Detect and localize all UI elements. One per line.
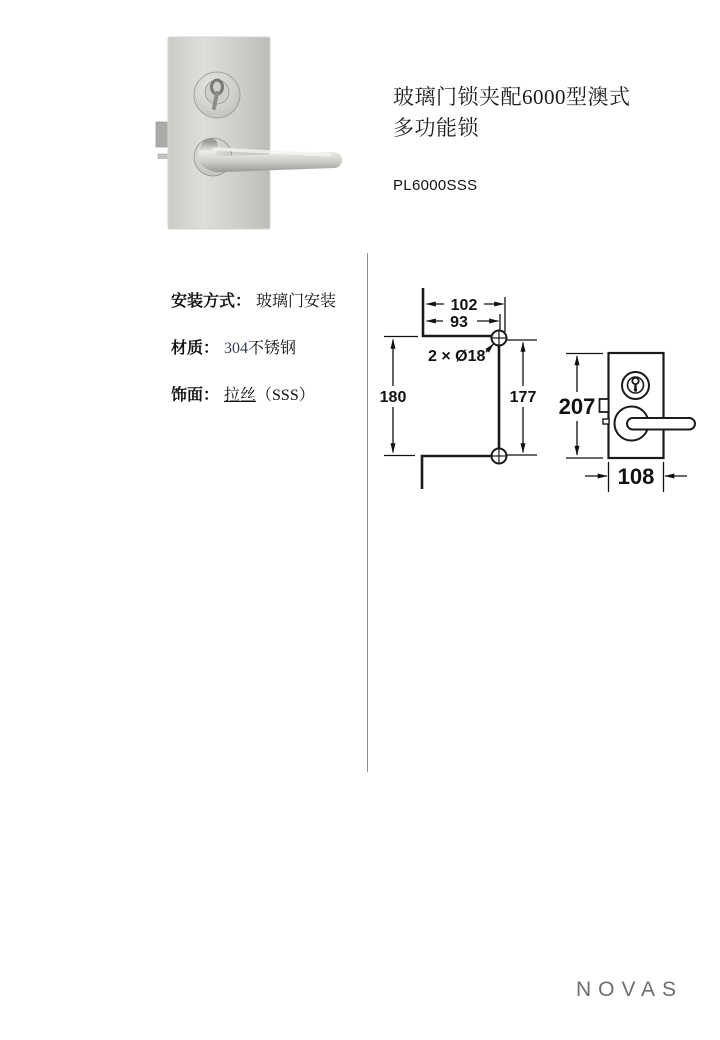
dim-width-outer: 102 — [450, 297, 478, 314]
key-cylinder — [194, 72, 240, 118]
front-view-figure — [600, 353, 696, 458]
spec-material-value: 不锈钢 — [248, 340, 297, 357]
spec-installation-label: 安装方式： — [171, 293, 252, 310]
spec-finish-suffix: （SSS） — [256, 387, 315, 404]
vertical-divider — [367, 253, 368, 772]
hole-callout-leader — [486, 344, 494, 352]
product-model: PL6000SSS — [393, 177, 478, 194]
hole-top — [492, 331, 507, 346]
dim-plate-height: 207 — [558, 394, 596, 419]
dim-holes: 2 × Ø18 — [428, 348, 486, 365]
technical-drawing — [375, 275, 710, 500]
hole-bottom — [492, 449, 507, 464]
front-latch — [600, 399, 609, 412]
spec-finish-value: 拉丝 — [224, 387, 257, 404]
spec-installation-value: 玻璃门安装 — [256, 293, 337, 310]
spec-material — [171, 335, 366, 358]
spec-finish — [171, 382, 366, 405]
spec-list — [171, 288, 366, 429]
spec-material-label: 材质： — [171, 340, 220, 357]
latch-bolt — [156, 122, 169, 159]
product-title: 玻璃门锁夹配6000型澳式多功能锁 — [393, 85, 631, 140]
spec-material-number: 304 — [224, 340, 249, 357]
product-photo — [138, 22, 348, 237]
dim-plate-width: 108 — [617, 464, 655, 489]
spec-installation — [171, 288, 366, 311]
front-cylinder — [622, 372, 649, 399]
front-latch-small — [603, 419, 609, 424]
spec-finish-label: 饰面： — [171, 387, 220, 404]
dim-width-inner: 93 — [450, 314, 468, 331]
dim-height-left: 180 — [379, 389, 407, 406]
brand-logo: NOVAS — [576, 978, 683, 1001]
lock-plate — [168, 37, 270, 229]
dim-height-right: 177 — [509, 389, 537, 406]
